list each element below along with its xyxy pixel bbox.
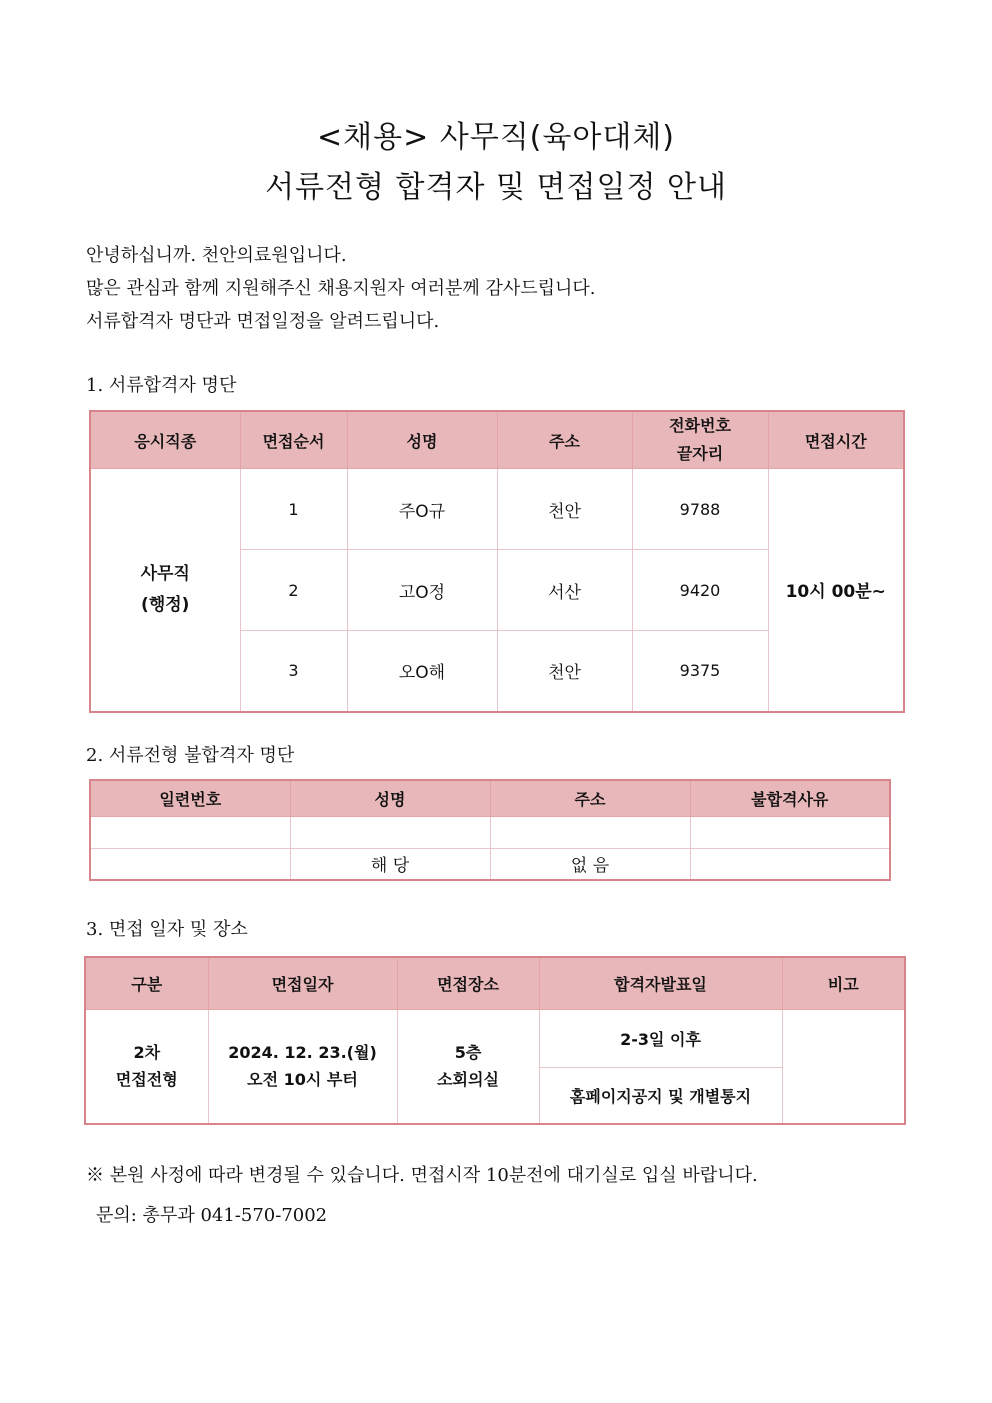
interview-time-cell: 10시 00분~ — [768, 469, 904, 712]
passed-table — [89, 410, 905, 713]
section-1-heading: 1. 서류합격자 명단 — [86, 375, 237, 396]
date-cell: 2024. 12. 23.(월) 오전 10시 부터 — [208, 1009, 397, 1124]
header-cell: 면접일자 — [208, 957, 397, 1009]
name-cell: 오O해 — [347, 631, 497, 712]
remark-cell — [782, 1009, 905, 1124]
notes — [86, 1156, 758, 1236]
header-cell: 면접순서 — [240, 411, 347, 469]
interview-schedule-table — [84, 956, 906, 1125]
order-cell: 3 — [240, 631, 347, 712]
table-row — [85, 1009, 905, 1067]
name-cell: 고O정 — [347, 550, 497, 631]
notice-line: ※ 본원 사정에 따라 변경될 수 있습니다. 면접시작 10분전에 대기실로 입실 바랍니다. — [86, 1165, 758, 1186]
address-cell: 천안 — [497, 469, 632, 550]
phone-cell: 9788 — [632, 469, 768, 550]
announce-when-cell: 2-3일 이후 — [539, 1009, 782, 1067]
phone-cell: 9375 — [632, 631, 768, 712]
header-cell: 성명 — [347, 411, 497, 469]
intro-paragraph — [86, 239, 596, 338]
address-cell: 천안 — [497, 631, 632, 712]
intro-line: 많은 관심과 함께 지원해주신 채용지원자 여러분께 감사드립니다. — [86, 278, 596, 299]
header-cell: 불합격사유 — [690, 780, 890, 816]
failed-table — [89, 779, 891, 881]
intro-line: 안녕하십니까. 천안의료원입니다. — [86, 245, 347, 266]
header-cell: 전화번호 끝자리 — [632, 411, 768, 469]
none-text-right: 없 음 — [490, 848, 690, 880]
table-row — [90, 848, 890, 880]
header-cell: 구분 — [85, 957, 208, 1009]
order-cell: 2 — [240, 550, 347, 631]
header-cell: 주소 — [497, 411, 632, 469]
header-cell: 응시직종 — [90, 411, 240, 469]
contact-line: 문의: 총무과 041-570-7002 — [96, 1205, 328, 1226]
round-cell: 2차 면접전형 — [85, 1009, 208, 1124]
empty-cell — [90, 816, 290, 848]
order-cell: 1 — [240, 469, 347, 550]
empty-cell — [90, 848, 290, 880]
table-header-row — [90, 411, 904, 469]
table-row — [90, 816, 890, 848]
table-header-row — [85, 957, 905, 1009]
empty-cell — [690, 848, 890, 880]
section-3-heading: 3. 면접 일자 및 장소 — [86, 919, 248, 940]
table-row — [90, 469, 904, 550]
header-cell: 합격자발표일 — [539, 957, 782, 1009]
intro-line: 서류합격자 명단과 면접일정을 알려드립니다. — [86, 311, 440, 332]
title-line-1: <채용> 사무직(육아대체) — [316, 120, 676, 155]
empty-cell — [290, 816, 490, 848]
name-cell: 주O규 — [347, 469, 497, 550]
place-cell: 5층 소회의실 — [397, 1009, 539, 1124]
title-line-2: 서류전형 합격자 및 면접일정 안내 — [265, 170, 727, 205]
phone-cell: 9420 — [632, 550, 768, 631]
table-header-row — [90, 780, 890, 816]
section-2-heading: 2. 서류전형 불합격자 명단 — [86, 745, 295, 766]
address-cell: 서산 — [497, 550, 632, 631]
header-cell: 면접시간 — [768, 411, 904, 469]
header-cell: 주소 — [490, 780, 690, 816]
header-cell: 면접장소 — [397, 957, 539, 1009]
empty-cell — [490, 816, 690, 848]
header-cell: 성명 — [290, 780, 490, 816]
job-type-cell: 사무직 (행정) — [90, 469, 240, 712]
header-cell: 비고 — [782, 957, 905, 1009]
none-text-left: 해 당 — [290, 848, 490, 880]
empty-cell — [690, 816, 890, 848]
header-cell: 일련번호 — [90, 780, 290, 816]
announce-how-cell: 홈페이지공지 및 개별통지 — [539, 1067, 782, 1124]
